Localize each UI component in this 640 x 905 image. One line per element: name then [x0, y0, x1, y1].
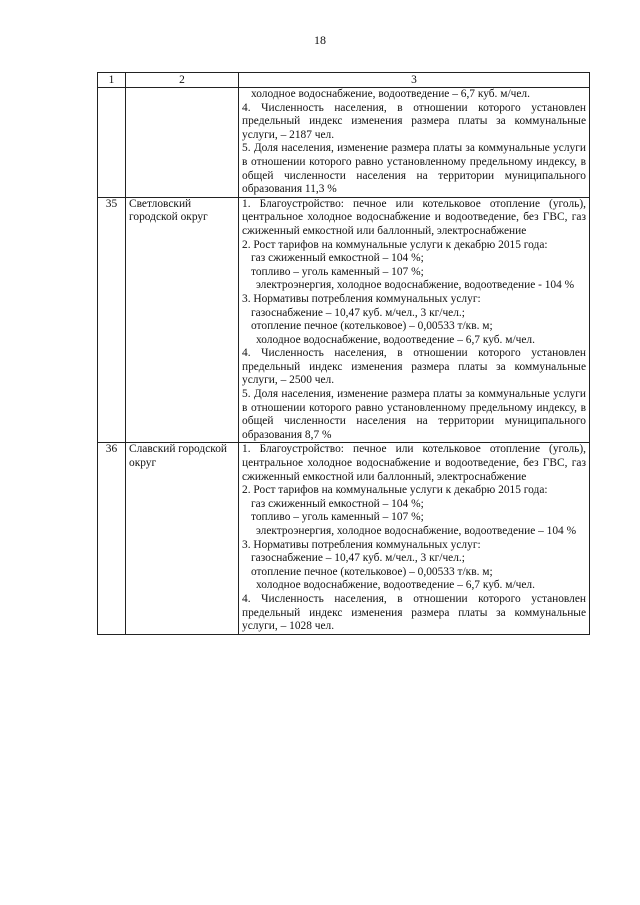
- header-col-name: 2: [126, 73, 239, 88]
- tariff-table: [97, 72, 590, 635]
- municipality-name: Светловский городской округ: [126, 197, 239, 443]
- text-line: топливо – уголь каменный – 107 %;: [251, 511, 424, 524]
- text-paragraph: 1. Благоустройство: печное или котельковое отопление (уголь), центральное холодное водоснабжение и водоотведение, без ГВС, газ сжиженный емкостной или баллонный, электроснабжение: [242, 197, 586, 237]
- text-paragraph: 5. Доля населения, изменение размера платы за коммунальные услуги в отношении которого равно установленному предельному индексу, в общей численности населения на территории муниципального образования 8,7 %: [242, 388, 586, 441]
- row-description: [239, 197, 590, 443]
- text-line: холодное водоснабжение, водоотведение – 6,7 куб. м/чел.: [251, 88, 530, 100]
- text-line: газ сжиженный емкостной – 104 %;: [251, 497, 424, 510]
- text-paragraph: 4. Численность населения, в отношении которого установлен предельный индекс изменения размера платы за коммунальные услуги, – 2187 чел.: [242, 101, 586, 141]
- row-number: [98, 88, 126, 198]
- table-row-continuation: [98, 88, 590, 198]
- row-number: 36: [98, 443, 126, 634]
- text-paragraph: 2. Рост тарифов на коммунальные услуги к декабрю 2015 года:: [242, 484, 548, 497]
- text-line: 3. Нормативы потребления коммунальных услуг:: [242, 292, 481, 305]
- municipality-name: Славский городской округ: [126, 443, 239, 634]
- text-line: топливо – уголь каменный – 107 %;: [251, 265, 424, 278]
- text-line: холодное водоснабжение, водоотведение – 6,7 куб. м/чел.: [256, 333, 535, 346]
- text-line: 3. Нормативы потребления коммунальных услуг:: [242, 538, 481, 551]
- header-col-number: 1: [98, 73, 126, 88]
- table-row-36: [98, 443, 590, 634]
- text-paragraph: 1. Благоустройство: печное или котельковое отопление (уголь), центральное холодное водоснабжение и водоотведение, без ГВС, газ сжиженный емкостной или баллонный, электроснабжение: [242, 443, 586, 483]
- table-row-35: [98, 197, 590, 443]
- row-number: 35: [98, 197, 126, 443]
- row-description: [239, 88, 590, 198]
- text-line: отопление печное (котельковое) – 0,00533 т/кв. м;: [251, 320, 493, 333]
- table-header-row: [98, 73, 590, 88]
- text-paragraph: 4. Численность населения, в отношении которого установлен предельный индекс изменения размера платы за коммунальные услуги, – 1028 чел.: [242, 592, 586, 633]
- text-line: газоснабжение – 10,47 куб. м/чел., 3 кг/чел.;: [251, 552, 465, 565]
- text-paragraph: 5. Доля населения, изменение размера платы за коммунальные услуги в отношении которого равно установленному предельному индексу, в общей численности населения на территории муниципального образования 11,3 %: [242, 142, 586, 196]
- header-col-description: 3: [239, 73, 590, 88]
- text-paragraph: электроэнергия, холодное водоснабжение, водоотведение - 104 %: [256, 279, 575, 292]
- text-line: газоснабжение – 10,47 куб. м/чел., 3 кг/чел.;: [251, 306, 465, 319]
- municipality-name: [126, 88, 239, 198]
- text-line: отопление печное (котельковое) – 0,00533 т/кв. м;: [251, 565, 493, 578]
- text-line: газ сжиженный емкостной – 104 %;: [251, 252, 424, 265]
- page-number: 18: [314, 33, 326, 47]
- text-paragraph: 2. Рост тарифов на коммунальные услуги к декабрю 2015 года:: [242, 238, 548, 251]
- row-description: [239, 443, 590, 634]
- text-paragraph: электроэнергия, холодное водоснабжение, водоотведение – 104 %: [256, 525, 577, 537]
- text-paragraph: 4. Численность населения, в отношении которого установлен предельный индекс изменения размера платы за коммунальные услуги, – 2500 чел.: [242, 347, 586, 387]
- text-line: холодное водоснабжение, водоотведение – 6,7 куб. м/чел.: [256, 579, 535, 592]
